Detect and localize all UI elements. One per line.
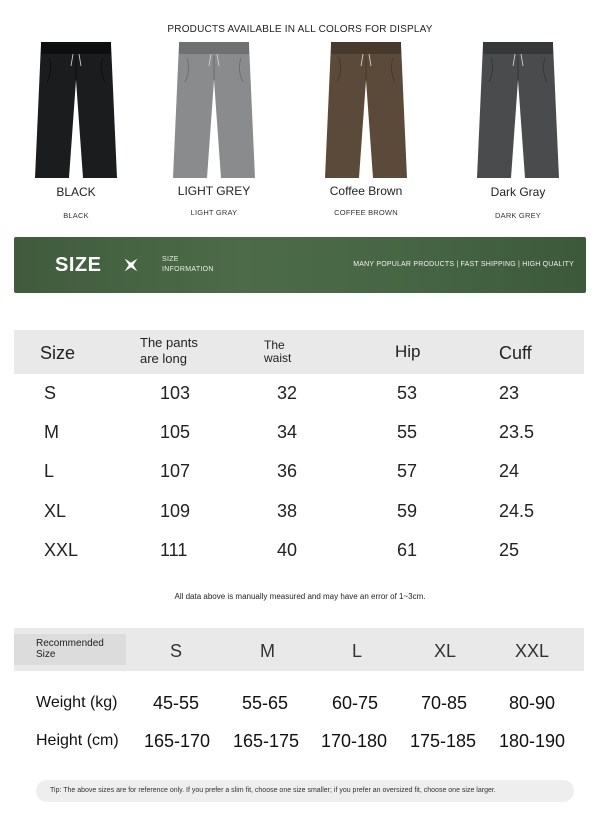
height-value: 165-170 (144, 731, 211, 751)
size-col-l: L (352, 641, 363, 661)
size-banner (14, 237, 586, 293)
row-length-cell: 103 (160, 383, 191, 403)
product-color-name: Dark Gray (490, 185, 546, 199)
row-hip-cell: 57 (397, 461, 418, 482)
row-hip-cell: 61 (397, 539, 418, 560)
banner-subtitle: SIZE INFORMATION (162, 256, 214, 273)
row-waist-cell: 32 (277, 383, 298, 403)
table-header (14, 330, 584, 374)
product-color-name: BLACK (56, 185, 96, 199)
banner-tagline: MANY POPULAR PRODUCTS | FAST SHIPPING | HIGH QUALITY (353, 261, 574, 268)
product-color-name: LIGHT GREY (177, 184, 251, 198)
weight-row (14, 693, 584, 723)
table-row (14, 492, 584, 531)
page-title: PRODUCTS AVAILABLE IN ALL COLORS FOR DISPLAY (167, 24, 433, 35)
row-cuff-cell: 25 (499, 539, 520, 560)
header-length: The pants are long (140, 335, 198, 366)
pants-image (169, 40, 259, 182)
size-tip: Tip: The above sizes are for reference only. If you prefer a slim fit, choose one size smaller; if you prefer an oversized fit, choose one size larger. (36, 780, 574, 802)
height-value: 180-190 (499, 731, 566, 751)
height-label: Height (cm) (36, 732, 119, 749)
product-color-code: DARK GREY (495, 211, 541, 220)
height-value: 175-185 (410, 731, 477, 751)
banner-title: SIZE (55, 254, 102, 276)
row-size-cell: XXL (44, 539, 79, 560)
row-waist-cell: 40 (277, 539, 298, 560)
row-length-cell: 109 (160, 500, 191, 521)
table-header (14, 628, 584, 671)
table-row (14, 374, 584, 413)
sparkle-icon (122, 256, 140, 274)
row-waist-cell: 36 (277, 461, 298, 482)
header-size: Size (40, 343, 76, 363)
pants-image (473, 40, 563, 182)
product-color-name: Coffee Brown (329, 184, 403, 198)
row-cuff-cell: 23 (499, 383, 520, 403)
product-color-code: LIGHT GRAY (190, 208, 238, 217)
table-row (14, 452, 584, 491)
product-color-code: BLACK (63, 211, 89, 220)
recommended-size-table (14, 628, 584, 751)
table-row (14, 531, 584, 570)
row-size-cell: M (44, 422, 59, 443)
row-waist-cell: 34 (277, 422, 298, 443)
size-col-xxl: XXL (515, 641, 550, 661)
table-row (14, 413, 584, 452)
size-col-m: M (260, 641, 275, 661)
row-size-cell: XL (44, 500, 67, 521)
weight-value: 55-65 (242, 693, 289, 713)
product-gallery (14, 40, 586, 222)
header-cuff: Cuff (499, 343, 532, 363)
weight-value: 70-85 (421, 693, 468, 713)
product-color-code: COFFEE BROWN (334, 208, 398, 217)
product-item (16, 40, 136, 220)
row-length-cell: 107 (160, 461, 191, 482)
header-waist: The waist (264, 338, 292, 365)
product-item (154, 40, 274, 217)
row-waist-cell: 38 (277, 500, 298, 521)
row-hip-cell: 53 (397, 383, 418, 403)
product-item (306, 40, 426, 217)
weight-value: 60-75 (332, 693, 379, 713)
row-length-cell: 111 (160, 539, 188, 560)
recommended-label: Recommended Size (14, 634, 126, 665)
pants-image (321, 40, 411, 182)
measurement-note: All data above is manually measured and may have an error of 1~3cm. (174, 592, 426, 601)
height-value: 165-175 (233, 731, 300, 751)
pants-image (31, 40, 121, 182)
size-col-xl: XL (434, 641, 457, 661)
weight-label: Weight (kg) (36, 694, 118, 711)
row-cuff-cell: 24 (499, 461, 520, 482)
header-hip: Hip (395, 342, 421, 361)
row-size-cell: S (44, 383, 57, 403)
row-hip-cell: 55 (397, 422, 418, 443)
row-hip-cell: 59 (397, 500, 418, 521)
row-length-cell: 105 (160, 422, 191, 443)
size-col-s: S (170, 641, 183, 661)
row-cuff-cell: 24.5 (499, 500, 535, 521)
row-size-cell: L (44, 461, 55, 482)
weight-value: 80-90 (509, 693, 556, 713)
row-cuff-cell: 23.5 (499, 422, 535, 443)
weight-value: 45-55 (153, 693, 200, 713)
product-item (458, 40, 578, 220)
size-chart-table (14, 330, 584, 570)
height-row (14, 731, 584, 761)
height-value: 170-180 (321, 731, 388, 751)
